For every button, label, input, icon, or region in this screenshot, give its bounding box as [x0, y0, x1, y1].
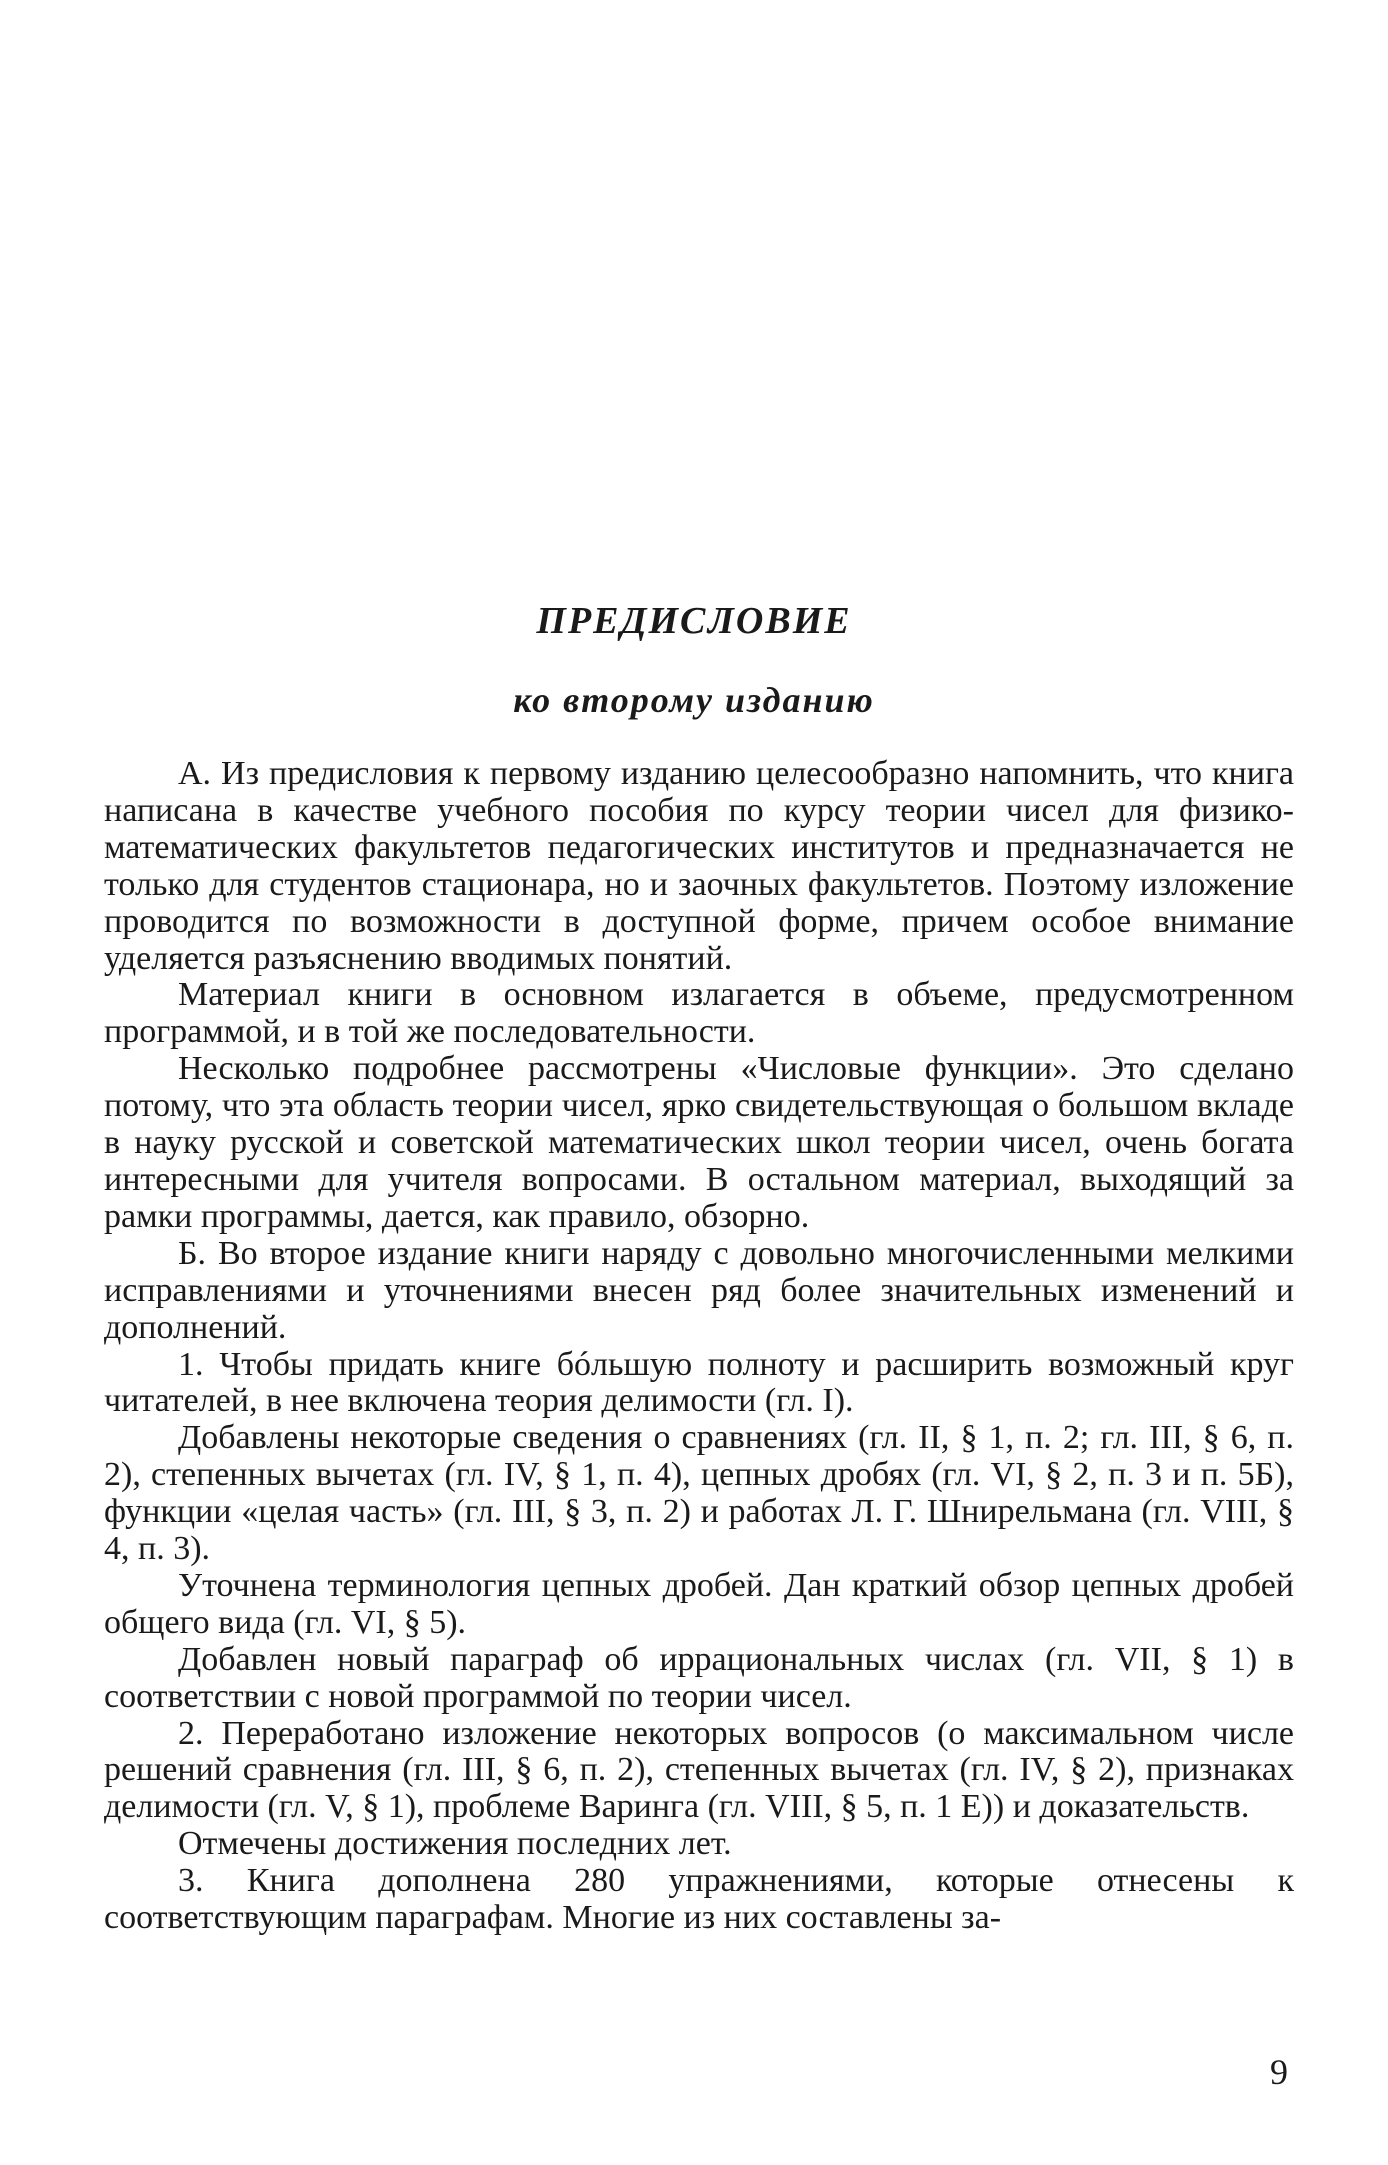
paragraph-item-2: 2. Переработано изложение некоторых вопросов (о максимальном числе решений сравнения (гл. III, § 6, п. 2), степенных вычетах (гл. IV, § 2), признаках делимости (гл. V, § 1), проблеме Варинга (гл. VIII, § 5, п. 1 Е)) и доказательств.: [104, 1714, 1294, 1826]
page-subtitle: ко второму изданию: [513, 680, 875, 720]
paragraph-terminology: Уточнена терминология цепных дробей. Дан краткий обзор цепных дробей общего вида (гл. VI, § 5).: [104, 1566, 1294, 1641]
paragraph-a: А. Из предисловия к первому изданию целесообразно напомнить, что книга написана в качестве учебного пособия по курсу теории чисел для физико-математических факультетов педагогических институтов и предназначается не только для студентов стационара, но и заочных факультетов. Поэтому изложение проводится по возможности в доступной форме, причем особое внимание уделяется разъяснению вводимых понятий.: [104, 755, 1294, 977]
paragraph-irrational: Добавлен новый параграф об иррациональных числах (гл. VII, § 1) в соответствии с новой программой по теории чисел.: [104, 1640, 1294, 1715]
paragraph-numeric-functions: Несколько подробнее рассмотрены «Числовые функции». Это сделано потому, что эта область теории чисел, ярко свидетельствующая о большом вкладе в науку русской и советской математических школ теории чисел, очень богата интересными для учителя вопросами. В остальном материал, выходящий за рамки программы, дается, как правило, обзорно.: [104, 1050, 1294, 1235]
paragraph-item-1: 1. Чтобы придать книге бóльшую полноту и расширить возможный круг читателей, в нее включена теория делимости (гл. I).: [104, 1345, 1294, 1420]
body-text: [104, 756, 1294, 1937]
paragraph-b: Б. Во второе издание книги наряду с довольно многочисленными мелкими исправлениями и уточнениями внесен ряд более значительных изменений и дополнений.: [104, 1234, 1294, 1346]
page-number: 9: [1270, 2052, 1288, 2092]
paragraph-material: Материал книги в основном излагается в объеме, предусмотренном программой, и в той же последовательности.: [104, 976, 1294, 1051]
paragraph-achievements: Отмечены достижения последних лет.: [178, 1825, 732, 1863]
paragraph-item-3: 3. Книга дополнена 280 упражнениями, которые отнесены к соответствующим параграфам. Многие из них составлены за-: [104, 1862, 1294, 1937]
paragraph-additions: Добавлены некоторые сведения о сравнениях (гл. II, § 1, п. 2; гл. III, § 6, п. 2), степенных вычетах (гл. IV, § 1, п. 4), цепных дробях (гл. VI, § 2, п. 3 и п. 5Б), функции «целая часть» (гл. III, § 3, п. 2) и работах Л. Г. Шнирельмана (гл. VIII, § 4, п. 3).: [104, 1419, 1294, 1568]
page-title: ПРЕДИСЛОВИЕ: [536, 600, 852, 642]
